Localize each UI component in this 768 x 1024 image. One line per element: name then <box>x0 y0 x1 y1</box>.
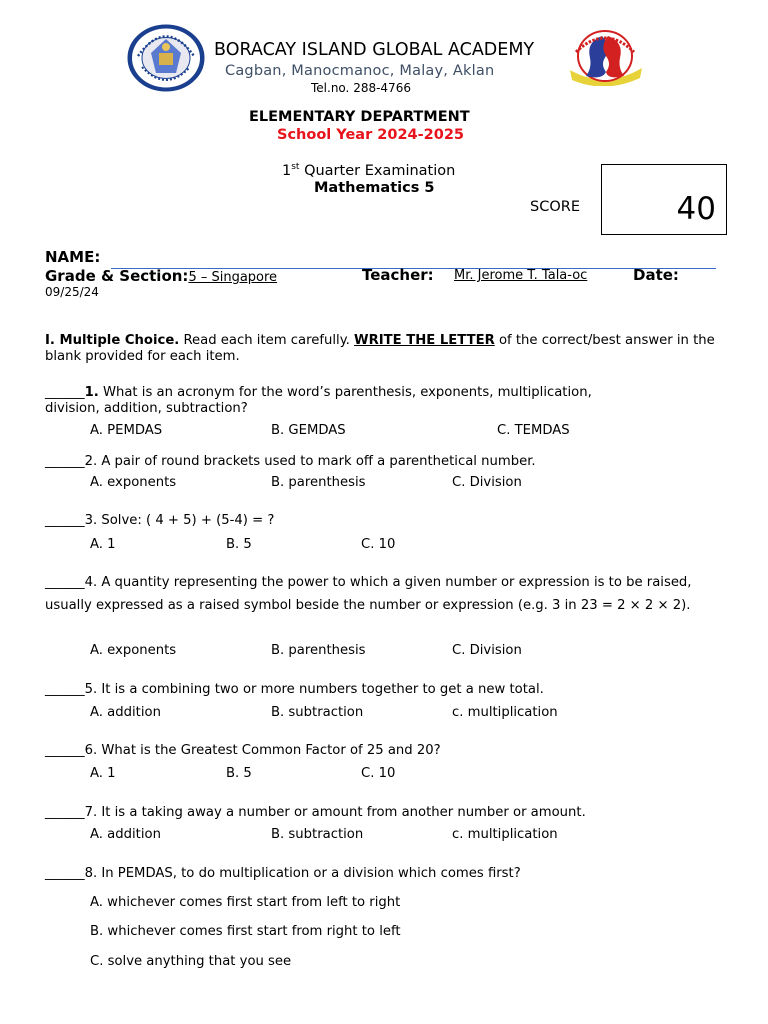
answer-blank-4[interactable]: ______ <box>45 575 85 590</box>
q3-option-a: A. 1 <box>90 537 116 552</box>
grade-section-value: 5 – Singapore <box>188 270 278 285</box>
q2-option-c: C. Division <box>452 475 522 490</box>
date-value: 09/25/24 <box>45 285 99 299</box>
answer-blank-6[interactable]: ______ <box>45 743 85 758</box>
q4-option-a: A. exponents <box>90 643 177 658</box>
question-8-text: 8. In PEMDAS, to do multiplication or a division which comes first? <box>84 866 521 881</box>
quarter-title <box>282 163 455 179</box>
subject-title: Mathematics 5 <box>314 180 435 196</box>
question-4-text: 4. A quantity representing the power to which a given number or expression is to be raised, usually expressed as a raised symbol beside the number or expression (e.g. 3 in 23 = 2 × 2 × 2). <box>45 575 692 613</box>
question-2-text: 2. A pair of round brackets used to mark off a parenthetical number. <box>84 454 536 469</box>
question-1 <box>45 385 592 400</box>
instructions-text-a: Read each item carefully. <box>183 333 350 348</box>
school-name: BORACAY ISLAND GLOBAL ACADEMY <box>214 40 535 60</box>
q2-option-a: A. exponents <box>90 475 177 490</box>
answer-blank-8[interactable]: ______ <box>45 866 85 881</box>
instructions-text-b: of the correct/best answer in the blank provided for each item. <box>45 333 715 364</box>
q6-option-a: A. 1 <box>90 766 116 781</box>
date-label: Date: <box>633 266 679 284</box>
q3-option-c: C. 10 <box>361 537 396 552</box>
grade-section-label: Grade & Section: <box>45 267 189 285</box>
q4-option-c: C. Division <box>452 643 522 658</box>
name-label: NAME: <box>45 248 101 266</box>
score-label: SCORE <box>530 199 580 215</box>
instructions-part: I. Multiple Choice. <box>45 333 180 348</box>
q7-option-c: c. multiplication <box>452 827 558 842</box>
q6-option-c: C. 10 <box>361 766 396 781</box>
question-1-text: What is an acronym for the word’s parenthesis, exponents, multiplication, <box>102 385 592 400</box>
question-7-text: 7. It is a taking away a number or amount from another number or amount. <box>84 805 586 820</box>
question-5-text: 5. It is a combining two or more numbers together to get a new total. <box>84 682 544 697</box>
q4-option-b: B. parenthesis <box>271 643 366 658</box>
answer-blank-5[interactable]: ______ <box>45 682 85 697</box>
q8-option-c: C. solve anything that you see <box>90 954 292 969</box>
question-4 <box>45 571 725 617</box>
school-address: Cagban, Manocmanoc, Malay, Aklan <box>225 63 495 79</box>
teacher-value: Mr. Jerome T. Tala-oc <box>454 268 588 283</box>
question-8 <box>45 866 521 881</box>
q8-option-b: B. whichever comes first start from right to left <box>90 924 401 939</box>
question-3-text: 3. Solve: ( 4 + 5) + (5-4) = ? <box>84 513 275 528</box>
answer-blank-2[interactable]: ______ <box>45 454 85 469</box>
school-year: School Year 2024-2025 <box>277 127 465 143</box>
q7-option-a: A. addition <box>90 827 161 842</box>
teacher-label: Teacher: <box>362 266 434 284</box>
answer-blank-1[interactable]: ______ <box>45 385 85 400</box>
question-6-text: 6. What is the Greatest Common Factor of 25 and 20? <box>84 743 441 758</box>
answer-blank-3[interactable]: ______ <box>45 513 85 528</box>
question-1-text-cont: division, addition, subtraction? <box>45 401 248 416</box>
q1-option-c: C. TEMDAS <box>497 423 570 438</box>
score-box <box>601 164 727 235</box>
quarter-text: Quarter Examination <box>304 163 456 179</box>
question-6 <box>45 743 441 758</box>
q5-option-a: A. addition <box>90 705 161 720</box>
instructions-emphasis: WRITE THE LETTER <box>354 333 495 348</box>
score-value: 40 <box>676 191 716 227</box>
answer-blank-7[interactable]: ______ <box>45 805 85 820</box>
quarter-suffix: st <box>291 162 300 173</box>
question-3 <box>45 513 274 528</box>
academy-logo <box>562 28 648 86</box>
q6-option-b: B. 5 <box>226 766 252 781</box>
instructions <box>45 333 725 365</box>
question-7 <box>45 805 586 820</box>
q5-option-b: B. subtraction <box>271 705 364 720</box>
q8-option-a: A. whichever comes first start from left to right <box>90 895 401 910</box>
question-5 <box>45 682 544 697</box>
q5-option-c: c. multiplication <box>452 705 558 720</box>
school-telephone: Tel.no. 288-4766 <box>311 81 411 95</box>
q3-option-b: B. 5 <box>226 537 252 552</box>
deped-seal-logo <box>126 23 206 93</box>
q2-option-b: B. parenthesis <box>271 475 366 490</box>
q1-option-b: B. GEMDAS <box>271 423 346 438</box>
grade-section-row <box>45 266 277 285</box>
q7-option-b: B. subtraction <box>271 827 364 842</box>
quarter-number: 1 <box>282 163 292 179</box>
q1-option-a: A. PEMDAS <box>90 423 163 438</box>
department-title: ELEMENTARY DEPARTMENT <box>249 109 470 125</box>
question-2 <box>45 454 536 469</box>
question-1-number: 1. <box>84 385 99 400</box>
